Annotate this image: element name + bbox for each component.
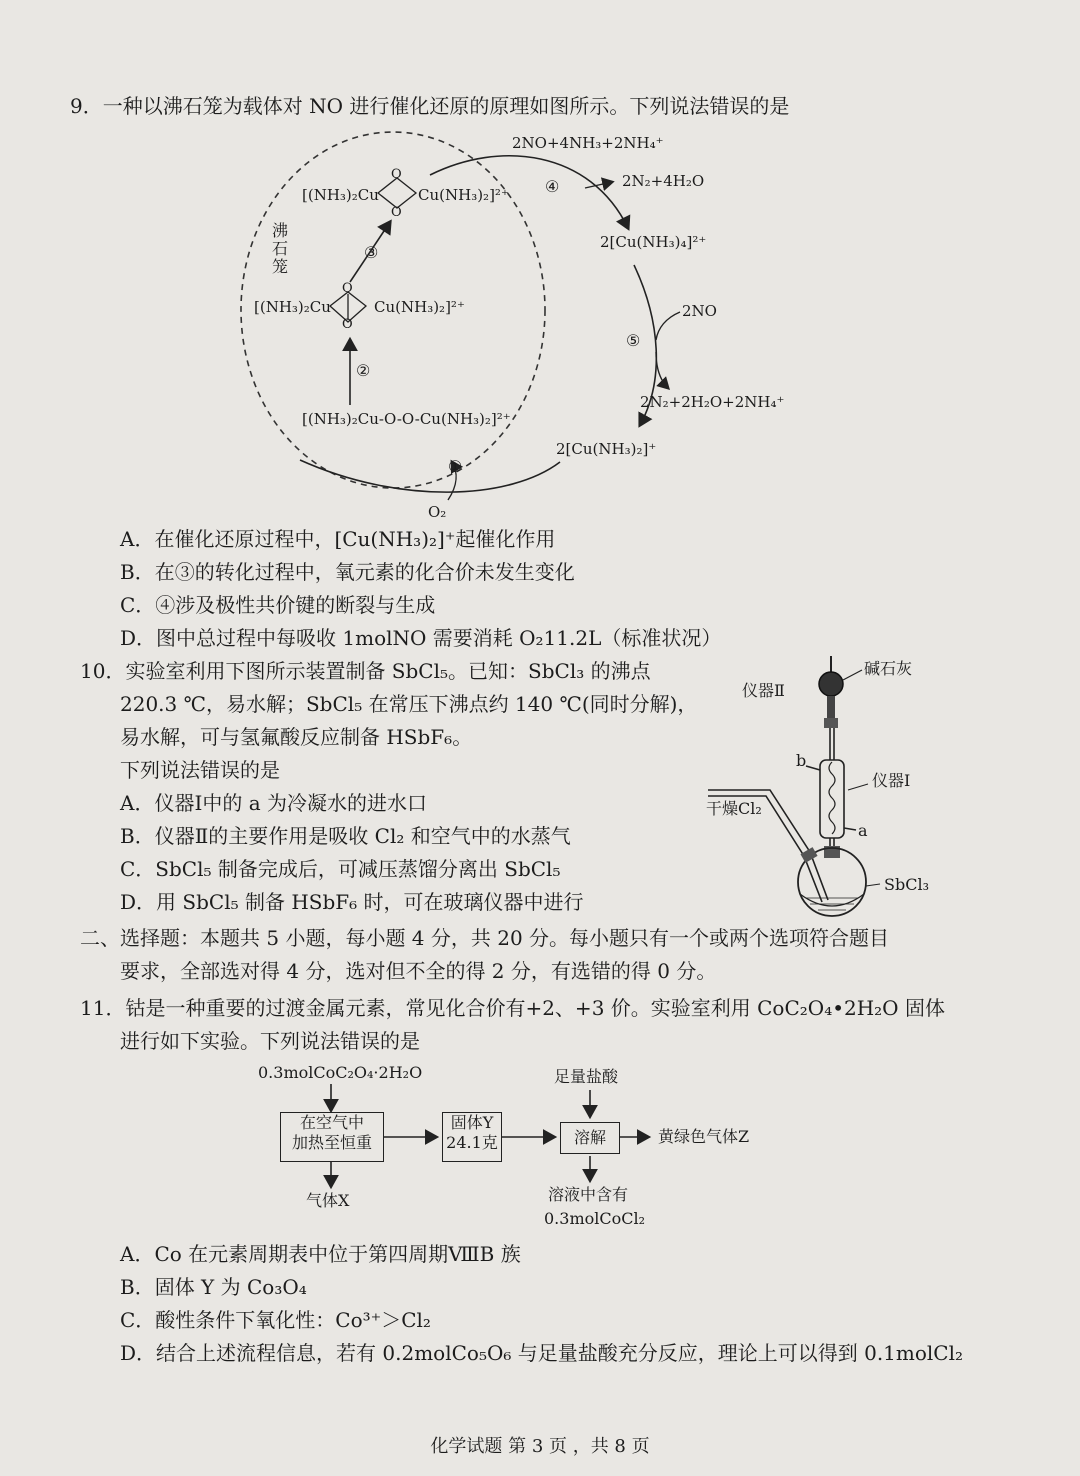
q10-line-2: 220.3 ℃，易水解；SbCl₅ 在常压下沸点约 140 ℃(同时分解)， <box>120 692 698 716</box>
cage-label-1: 沸 <box>272 221 289 240</box>
species-top-right: Cu(NH₃)₂]²⁺ <box>418 186 509 204</box>
step3-label: ③ <box>364 243 379 262</box>
q10-line-1: 10．实验室利用下图所示装置制备 SbCl₅。已知：SbCl₃ 的沸点 <box>80 659 651 683</box>
q10-line-4: 下列说法错误的是 <box>120 758 280 782</box>
step5-product: 2N₂+2H₂O+2NH₄⁺ <box>640 393 785 411</box>
flow-box-solid-y-l1: 固体Y <box>450 1113 494 1132</box>
port-b-label: b <box>796 751 807 770</box>
o-atom-mid-top: O <box>342 281 353 296</box>
instrument-2-label: 仪器Ⅱ <box>742 681 785 700</box>
section2-line-2: 要求，全部选对得 4 分，选对但不全的得 2 分，有选错的得 0 分。 <box>120 959 717 983</box>
flow-box-heat-l2: 加热至恒重 <box>291 1133 372 1152</box>
flow-solution-l1: 溶液中含有 <box>548 1185 629 1204</box>
port-a-label: a <box>858 821 868 840</box>
q10-option-c: C．SbCl₅ 制备完成后，可减压蒸馏分离出 SbCl₅ <box>120 857 561 881</box>
species-mid-left: [(NH₃)₂Cu <box>254 298 331 316</box>
q10-option-d: D．用 SbCl₅ 制备 HSbF₆ 时，可在玻璃仪器中进行 <box>120 890 584 914</box>
o-atom-bottom: O <box>391 205 402 220</box>
cage-label-2: 石 <box>272 239 289 258</box>
flow-box-heat-l1: 在空气中 <box>299 1113 364 1132</box>
step4-label: ④ <box>545 177 560 196</box>
dry-cl2-label: 干燥Cl₂ <box>706 799 762 818</box>
q9-option-d: D．图中总过程中每吸收 1molNO 需要消耗 O₂11.2L（标准状况） <box>120 626 722 650</box>
flow-box-solid-y-l2: 24.1克 <box>446 1133 498 1152</box>
step-top-reagents: 2NO+4NH₃+2NH₄⁺ <box>512 134 664 152</box>
q11-option-a: A．Co 在元素周期表中位于第四周期ⅧB 族 <box>120 1242 521 1266</box>
step5-label: ⑤ <box>626 331 641 350</box>
section2-line-1: 二、选择题：本题共 5 小题，每小题 4 分，共 20 分。每小题只有一个或两个选项符合题目 <box>80 926 890 950</box>
step1-label: ① <box>448 457 463 476</box>
step2-label: ② <box>356 361 371 380</box>
q10-option-b: B．仪器Ⅱ的主要作用是吸收 Cl₂ 和空气中的水蒸气 <box>120 824 571 848</box>
species-peroxo-linear: [(NH₃)₂Cu-O-O-Cu(NH₃)₂]²⁺ <box>302 410 511 428</box>
flow-gas-x: 气体X <box>306 1191 350 1210</box>
flow-gas-z: 黄绿色气体Z <box>658 1127 750 1146</box>
species-top-left: [(NH₃)₂Cu <box>302 186 379 204</box>
page-footer: 化学试题 第 3 页 ，共 8 页 <box>430 1436 650 1457</box>
species-cu-nh3-4: 2[Cu(NH₃)₄]²⁺ <box>600 233 707 251</box>
sbcl3-label: SbCl₃ <box>884 875 929 894</box>
instrument-1-label: 仪器Ⅰ <box>872 771 911 790</box>
q10-option-a: A．仪器Ⅰ中的 a 为冷凝水的进水口 <box>120 791 427 815</box>
q9-stem: 9．一种以沸石笼为载体对 NO 进行催化还原的原理如图所示。下列说法错误的是 <box>70 94 790 118</box>
q11-option-b: B．固体 Y 为 Co₃O₄ <box>120 1275 307 1299</box>
flow-box-dissolve: 溶解 <box>560 1122 620 1154</box>
q9-option-a: A．在催化还原过程中，[Cu(NH₃)₂]⁺起催化作用 <box>120 527 556 551</box>
flow-acid: 足量盐酸 <box>554 1067 619 1086</box>
q10-line-3: 易水解，可与氢氟酸反应制备 HSbF₆。 <box>120 725 473 749</box>
flow-solution-l2: 0.3molCoCl₂ <box>544 1209 646 1228</box>
step5-reagent: 2NO <box>682 302 717 320</box>
flow-start-material: 0.3molCoC₂O₄·2H₂O <box>258 1063 423 1082</box>
q11-option-c: C．酸性条件下氧化性：Co³⁺＞Cl₂ <box>120 1308 431 1332</box>
q11-line-2: 进行如下实验。下列说法错误的是 <box>120 1029 420 1053</box>
q11-option-d: D．结合上述流程信息，若有 0.2molCo₅O₆ 与足量盐酸充分反应，理论上可以得到 0.1molCl₂ <box>120 1341 964 1365</box>
soda-lime-label: 碱石灰 <box>864 659 913 678</box>
o-atom-mid-bottom: O <box>342 317 353 332</box>
step4-product: 2N₂+4H₂O <box>622 172 705 190</box>
o-atom-top: O <box>391 167 402 182</box>
species-mid-right: Cu(NH₃)₂]²⁺ <box>374 298 465 316</box>
o2-reagent: O₂ <box>428 503 447 521</box>
species-cu-nh3-2: 2[Cu(NH₃)₂]⁺ <box>556 440 657 458</box>
q9-option-b: B．在③的转化过程中，氧元素的化合价未发生变化 <box>120 560 575 584</box>
q9-option-c: C．④涉及极性共价键的断裂与生成 <box>120 593 436 617</box>
q11-line-1: 11．钴是一种重要的过渡金属元素，常见化合价有+2、+3 价。实验室利用 CoC₂O₄•2H₂O 固体 <box>80 996 945 1020</box>
flow-box-heat <box>280 1112 384 1162</box>
cage-label-3: 笼 <box>272 257 289 276</box>
flow-box-solid-y <box>442 1112 502 1162</box>
